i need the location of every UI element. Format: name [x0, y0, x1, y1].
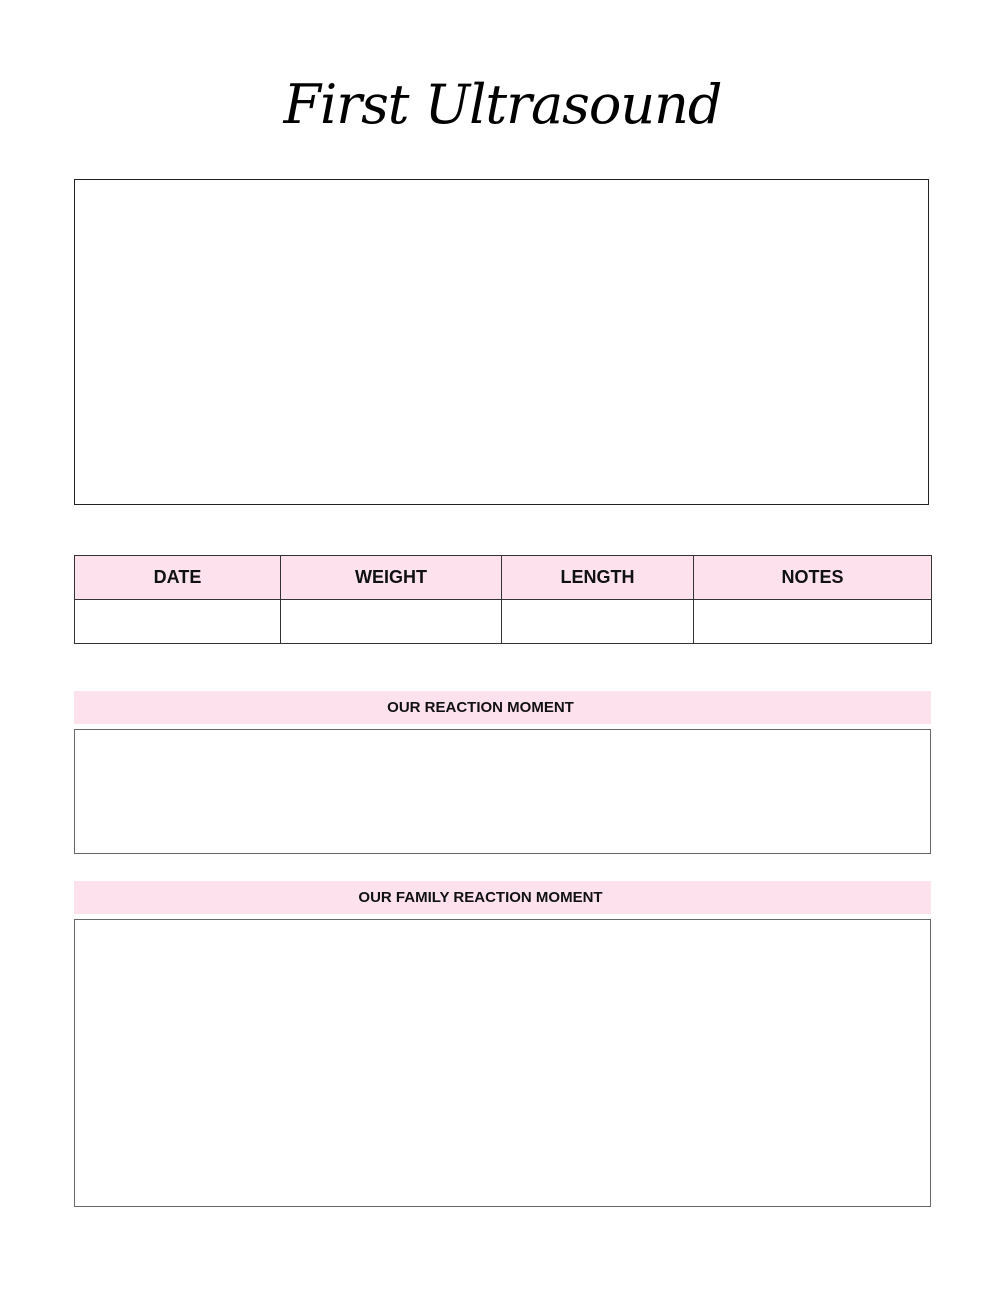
weight-cell[interactable]: [281, 600, 502, 644]
date-cell[interactable]: [75, 600, 281, 644]
notes-cell[interactable]: [694, 600, 932, 644]
ultrasound-stats-table: [74, 555, 932, 644]
family-reaction-moment-box[interactable]: [74, 919, 931, 1207]
table-row: [75, 600, 932, 644]
family-reaction-moment-header: OUR FAMILY REACTION MOMENT: [74, 881, 931, 914]
date-column-header: DATE: [75, 556, 281, 600]
ultrasound-photo-area[interactable]: [74, 179, 929, 505]
length-cell[interactable]: [502, 600, 694, 644]
table-header-row: [75, 556, 932, 600]
reaction-moment-box[interactable]: [74, 729, 931, 854]
page-title: First Ultrasound: [283, 73, 722, 136]
reaction-moment-header: OUR REACTION MOMENT: [74, 691, 931, 724]
length-column-header: LENGTH: [502, 556, 694, 600]
weight-column-header: WEIGHT: [281, 556, 502, 600]
notes-column-header: NOTES: [694, 556, 932, 600]
